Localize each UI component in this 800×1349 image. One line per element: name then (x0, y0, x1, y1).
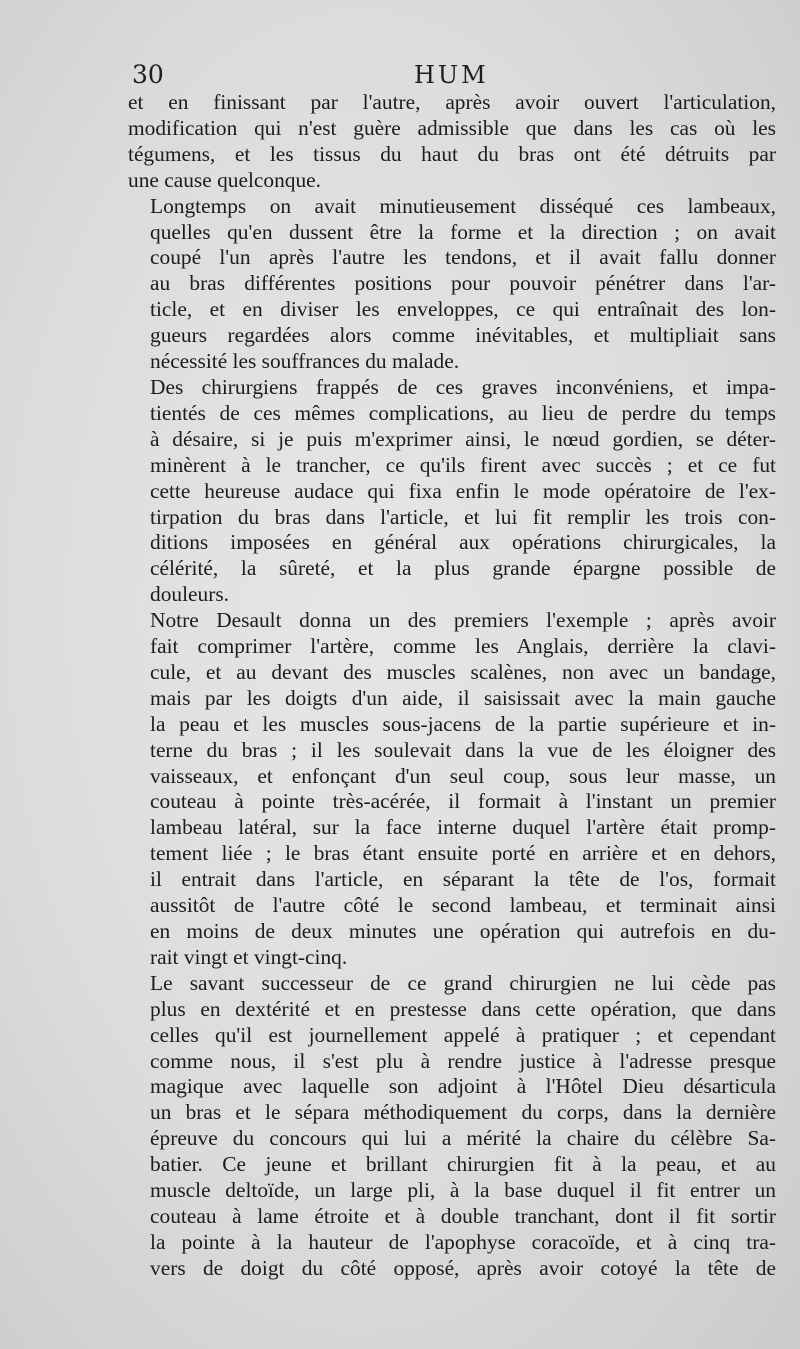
text-line: plus en dextérité et en prestesse dans cette opération, que dans (150, 996, 776, 1021)
text-line: quelles qu'en dussent être la forme et la direction ; on avait (150, 219, 776, 244)
text-line: cette heureuse audace qui fixa enfin le mode opératoire de l'ex- (150, 478, 776, 503)
text-line: Notre Desault donna un des premiers l'exemple ; après avoir (150, 608, 776, 633)
text-line: celles qu'il est journellement appelé à pratiquer ; et cependant (150, 1022, 776, 1047)
text-line: ditions imposées en général aux opérations chirurgicales, la (150, 530, 776, 555)
text-line: fait comprimer l'artère, comme les Anglais, derrière la clavi- (150, 634, 776, 659)
text-line: muscle deltoïde, un large pli, à la base duquel il fit entrer un (150, 1178, 776, 1203)
text-line: tientés de ces mêmes complications, au lieu de perdre du temps (150, 400, 776, 425)
text-line: un bras et le sépara méthodiquement du corps, dans la dernière (150, 1100, 776, 1125)
text-line: aussitôt de l'autre côté le second lambeau, et terminait ainsi (150, 893, 776, 918)
text-line: il entrait dans l'article, en séparant la tête de l'os, formait (150, 867, 776, 892)
text-line: ticle, et en diviser les enveloppes, ce qui entraînait des lon- (150, 297, 776, 322)
text-line: vers de doigt du côté opposé, après avoir cotoyé la tête de (150, 1255, 776, 1280)
paragraph (128, 971, 776, 1282)
paragraph (128, 194, 776, 375)
text-line: tement liée ; le bras étant ensuite porté en arrière et en dehors, (150, 841, 776, 866)
text-line: célérité, la sûreté, et la plus grande épargne possible de (150, 556, 776, 581)
text-line: douleurs. (150, 582, 230, 607)
paragraph (128, 90, 776, 194)
text-line: couteau à lame étroite et à double tranchant, dont il fit sortir (150, 1203, 776, 1228)
text-line: la pointe à la hauteur de l'apophyse coracoïde, et à cinq tra- (150, 1229, 776, 1254)
text-line: une cause quelconque. (128, 167, 322, 192)
text-line: Le savant successeur de ce grand chirurgien ne lui cède pas (150, 970, 776, 995)
text-line: couteau à pointe très-acérée, il formait à l'instant un premier (150, 789, 776, 814)
text-line: nécessité les souffrances du malade. (150, 349, 460, 374)
text-line: Longtemps on avait minutieusement disséqué ces lambeaux, (150, 193, 776, 218)
text-line: mais par les doigts d'un aide, il saisissait avec la main gauche (150, 685, 776, 710)
text-line: modification qui n'est guère admissible que dans les cas où les (128, 115, 776, 140)
text-line: lambeau latéral, sur la face interne duquel l'artère était promp- (150, 815, 776, 840)
running-head: HUM (414, 61, 489, 89)
text-line: tirpation du bras dans l'article, et lui fit remplir les trois con- (150, 504, 776, 529)
text-line: à désaire, si je puis m'exprimer ainsi, le nœud gordien, se déter- (150, 426, 776, 451)
text-line: coupé l'un après l'autre les tendons, et il avait fallu donner (150, 245, 776, 270)
text-line: vaisseaux, et enfonçant d'un seul coup, sous leur masse, un (150, 763, 776, 788)
paragraph (128, 608, 776, 971)
text-line: batier. Ce jeune et brillant chirurgien fit à la peau, et au (150, 1152, 776, 1177)
page-number: 30 (132, 60, 164, 89)
text-line: au bras différentes positions pour pouvoir pénétrer dans l'ar- (150, 271, 776, 296)
text-line: comme nous, il s'est plu à rendre justice à l'adresse presque (150, 1048, 776, 1073)
text-line: tégumens, et les tissus du haut du bras ont été détruits par (128, 141, 776, 166)
text-line: minèrent à le trancher, ce qu'ils firent avec succès ; et ce fut (150, 452, 776, 477)
text-line: épreuve du concours qui lui a mérité la chaire du célèbre Sa- (150, 1126, 776, 1151)
text-line: magique avec laquelle son adjoint à l'Hôtel Dieu désarticula (150, 1074, 776, 1099)
body-text (128, 90, 776, 1282)
text-line: terne du bras ; il les soulevait dans la vue de les éloigner des (150, 737, 776, 762)
text-line: gueurs regardées alors comme inévitables, et multipliait sans (150, 323, 776, 348)
text-line: la peau et les muscles sous-jacens de la partie supérieure et in- (150, 711, 776, 736)
text-line: en moins de deux minutes une opération qui autrefois en du- (150, 919, 776, 943)
text-line: et en finissant par l'autre, après avoir ouvert l'articulation, (128, 90, 776, 114)
paragraph (128, 375, 776, 608)
text-line: Des chirurgiens frappés de ces graves inconvéniens, et impa- (150, 374, 776, 399)
text-line: rait vingt et vingt-cinq. (150, 944, 348, 969)
text-line: cule, et au devant des muscles scalènes, non avec un bandage, (150, 659, 776, 684)
